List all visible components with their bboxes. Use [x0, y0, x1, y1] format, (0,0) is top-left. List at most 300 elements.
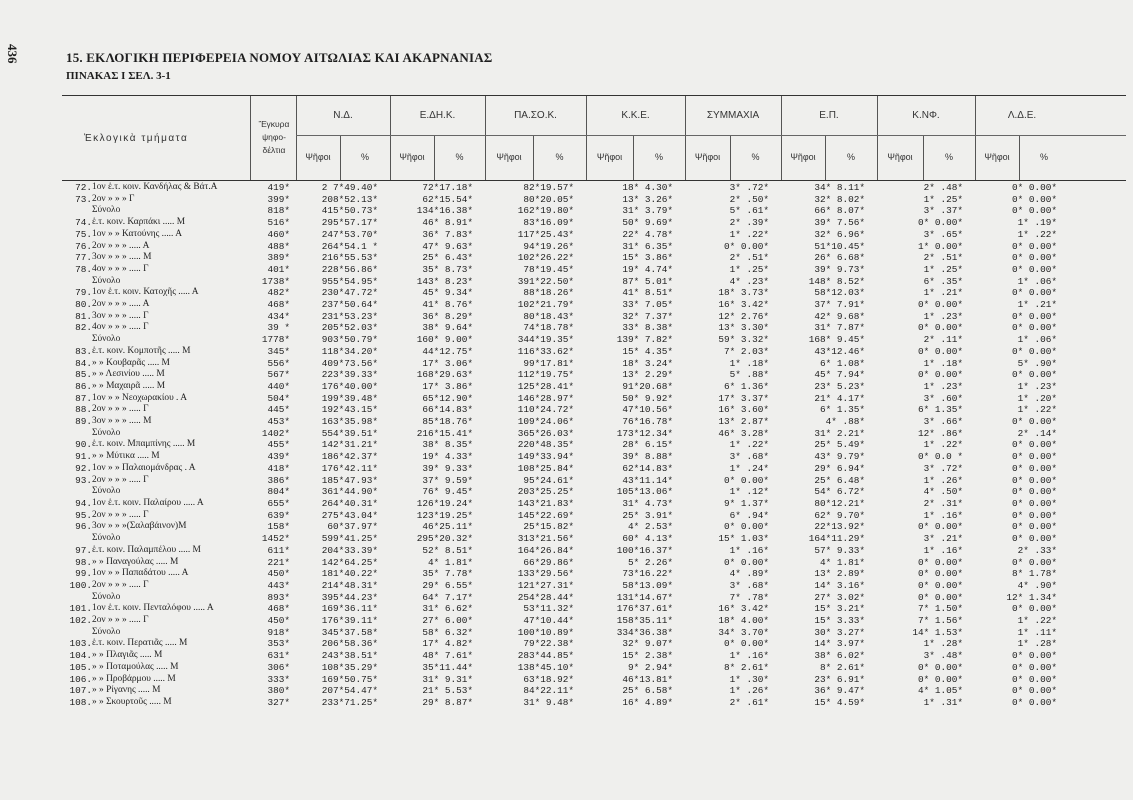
section-name: » » Παναγούλας ..... Μ	[92, 556, 179, 567]
party-result-cell: 2* .50*	[729, 193, 769, 205]
table-row	[62, 322, 1057, 334]
party-result-cell: 36* 9.47*	[814, 685, 865, 697]
table-row	[62, 194, 1057, 206]
table-row	[62, 638, 1057, 650]
party-result-cell: 116*33.62*	[517, 345, 574, 357]
valid-ballots-cell: 333*	[267, 673, 290, 685]
party-result-cell: 1* .30*	[729, 673, 769, 685]
valid-ballots-cell: 488*	[267, 240, 290, 252]
row-number	[62, 334, 92, 346]
party-result-cell: 78*19.45*	[523, 263, 574, 275]
party-result-cell: 1* .16*	[729, 650, 769, 662]
table-row	[62, 580, 1057, 592]
party-result-cell: 31* 4.73*	[622, 497, 673, 509]
party-result-cell: 1* .06*	[1017, 334, 1057, 346]
table-row	[62, 287, 1057, 299]
party-header: Ε.ΔΗ.Κ.	[419, 110, 456, 121]
party-result-cell: 0* 0.00*	[1011, 462, 1057, 474]
party-result-cell: 334*36.38*	[616, 626, 673, 638]
row-number: 98.	[75, 556, 92, 568]
party-result-cell: 79*22.38*	[523, 638, 574, 650]
party-result-cell: 599*41.25*	[321, 533, 378, 545]
party-result-cell: 35* 7.78*	[422, 568, 473, 580]
section-name: Σύνολο	[92, 591, 121, 602]
section-name: » » Ποταμούλας ..... Μ	[92, 661, 179, 672]
party-result-cell: 2* .51*	[729, 252, 769, 264]
row-number: 86.	[75, 380, 92, 392]
table-row	[62, 182, 1057, 194]
party-result-cell: 44*12.75*	[422, 345, 473, 357]
party-result-cell: 0* 0.00*	[1011, 603, 1057, 615]
party-result-cell: 87* 5.01*	[622, 275, 673, 287]
party-result-cell: 74*18.78*	[523, 322, 574, 334]
party-result-cell: 47*10.56*	[622, 404, 673, 416]
row-number	[62, 533, 92, 545]
party-result-cell: 0* 0.00*	[1011, 685, 1057, 697]
party-result-cell: 3* .66*	[923, 416, 963, 428]
row-number	[62, 276, 92, 288]
valid-ballots-cell: 455*	[267, 439, 290, 451]
party-result-cell: 85*18.76*	[422, 416, 473, 428]
valid-ballots-cell: 418*	[267, 462, 290, 474]
party-result-cell: 53*11.32*	[523, 603, 574, 615]
party-result-cell: 33* 8.38*	[622, 322, 673, 334]
party-result-cell: 254*28.44*	[517, 591, 574, 603]
party-result-cell: 3* .60*	[923, 392, 963, 404]
party-result-cell: 31* 3.79*	[622, 205, 673, 217]
party-result-cell: 0* 0.00*	[917, 217, 963, 229]
table-row	[62, 486, 1057, 498]
party-result-cell: 13* 3.26*	[622, 193, 673, 205]
party-result-cell: 168*29.63*	[416, 369, 473, 381]
party-result-cell: 39* 7.56*	[814, 217, 865, 229]
table-row	[62, 428, 1057, 440]
party-result-cell: 4* .89*	[729, 568, 769, 580]
party-result-cell: 3* .65*	[923, 228, 963, 240]
valid-ballots-cell: 482*	[267, 287, 290, 299]
party-result-cell: 32* 7.37*	[622, 310, 673, 322]
party-result-cell: 264*40.31*	[321, 497, 378, 509]
party-result-cell: 163*35.98*	[321, 416, 378, 428]
party-result-cell: 2* .31*	[923, 497, 963, 509]
row-number: 89.	[75, 416, 92, 428]
party-result-cell: 54* 6.72*	[814, 486, 865, 498]
party-result-cell: 5* .88*	[729, 369, 769, 381]
party-result-cell: 84*22.11*	[523, 685, 574, 697]
table-row	[62, 358, 1057, 370]
section-name: 2ον » » » ..... Γ	[92, 404, 149, 415]
section-name: 2ον » » » ..... Α	[92, 240, 150, 251]
section-name: 1ον ἑ.τ. κοιν. Κατοχῆς ..... Α	[92, 287, 199, 298]
section-name: » » Κουβαρᾶς ..... Μ	[92, 357, 170, 368]
party-result-cell: 0* 0.00*	[1011, 310, 1057, 322]
party-result-cell: 73*16.22*	[622, 568, 673, 580]
party-result-cell: 1* .25*	[923, 193, 963, 205]
table-row	[62, 685, 1057, 697]
party-result-cell: 65*12.90*	[422, 392, 473, 404]
valid-ballots-header: Ἔγκυρα ψηφο-δέλτια	[258, 119, 290, 155]
votes-subheader: Ψῆφοι	[984, 152, 1010, 162]
row-number: 90.	[75, 439, 92, 451]
party-result-cell: 283*44.85*	[517, 650, 574, 662]
table-row	[62, 674, 1057, 686]
valid-ballots-cell: 453*	[267, 416, 290, 428]
party-result-cell: 46* 8.91*	[422, 217, 473, 229]
party-result-cell: 100*16.37*	[616, 544, 673, 556]
party-result-cell: 16* 4.89*	[622, 696, 673, 708]
party-result-cell: 0* 0.00*	[1011, 182, 1057, 193]
party-header: ΠΑ.ΣΟ.Κ.	[514, 110, 557, 121]
valid-ballots-cell: 306*	[267, 661, 290, 673]
party-result-cell: 554*39.51*	[321, 427, 378, 439]
party-result-cell: 313*21.56*	[517, 533, 574, 545]
party-result-cell: 29* 8.87*	[422, 696, 473, 708]
percent-subheader: %	[1039, 152, 1048, 162]
party-result-cell: 903*50.79*	[321, 334, 378, 346]
party-result-cell: 38* 8.35*	[422, 439, 473, 451]
party-result-cell: 29* 6.55*	[422, 579, 473, 591]
party-result-cell: 4* .90*	[1017, 579, 1057, 591]
table-row	[62, 381, 1057, 393]
row-number: 96.	[75, 521, 92, 533]
party-result-cell: 1* .23*	[923, 310, 963, 322]
row-number: 75.	[75, 228, 92, 240]
valid-ballots-cell: 386*	[267, 474, 290, 486]
party-result-cell: 149*33.94*	[517, 451, 574, 463]
valid-ballots-cell: 655*	[267, 497, 290, 509]
party-result-cell: 32* 8.02*	[814, 193, 865, 205]
party-result-cell: 38* 9.64*	[422, 322, 473, 334]
party-result-cell: 1* .25*	[729, 263, 769, 275]
table-row	[62, 545, 1057, 557]
party-result-cell: 1* .22*	[729, 228, 769, 240]
party-header: Λ.Δ.Ε.	[1007, 110, 1037, 121]
party-result-cell: 0* 0.00*	[917, 591, 963, 603]
section-name: Σύνολο	[92, 626, 121, 637]
section-name: 1ον » » Κατούνης ..... Α	[92, 228, 182, 239]
party-result-cell: 0* 0.00*	[1011, 497, 1057, 509]
table-row	[62, 334, 1057, 346]
votes-subheader: Ψῆφοι	[596, 152, 623, 162]
header-divider	[877, 96, 878, 180]
table-row	[62, 475, 1057, 487]
party-header: Κ.Κ.Ε.	[621, 110, 650, 121]
party-result-cell: 1* .31*	[923, 696, 963, 708]
row-number	[62, 486, 92, 498]
valid-ballots-cell: 158*	[267, 521, 290, 533]
header-middle-rule	[296, 135, 1126, 136]
section-name: 3ον » » » ..... Μ	[92, 416, 152, 427]
party-result-cell: 108*25.84*	[517, 462, 574, 474]
party-result-cell: 16* 3.42*	[718, 603, 769, 615]
party-result-cell: 409*73.56*	[321, 357, 378, 369]
party-result-cell: 1* .16*	[729, 544, 769, 556]
party-result-cell: 5* .61*	[729, 205, 769, 217]
section-name: 1ον » » Παλαιομάνδρας . Α	[92, 462, 196, 473]
table-row	[62, 568, 1057, 580]
section-name: 1ον ἑ.τ. κοιν. Παλαίρου ..... Α	[92, 497, 204, 508]
party-result-cell: 99*17.81*	[523, 357, 574, 369]
party-result-cell: 58*12.03*	[814, 287, 865, 299]
party-result-cell: 0* 0.00*	[917, 345, 963, 357]
party-result-cell: 34* 8.11*	[814, 182, 865, 193]
party-result-cell: 6* 1.35*	[819, 404, 865, 416]
party-result-cell: 0* 0.00*	[1011, 533, 1057, 545]
party-result-cell: 37* 7.91*	[814, 299, 865, 311]
party-result-cell: 275*43.04*	[321, 509, 378, 521]
table-row	[62, 393, 1057, 405]
party-result-cell: 47* 9.63*	[422, 240, 473, 252]
party-result-cell: 21* 4.17*	[814, 392, 865, 404]
section-name: ἑ.τ. κοιν. Παλαμπέλου ..... Μ	[92, 544, 201, 555]
party-result-cell: 3* .72*	[729, 182, 769, 193]
party-result-cell: 0* 0.00*	[1011, 345, 1057, 357]
party-result-cell: 47*10.44*	[523, 615, 574, 627]
section-name: 2ον » » » ..... Γ	[92, 474, 149, 485]
valid-ballots-cell: 221*	[267, 556, 290, 568]
party-result-cell: 15* 4.59*	[814, 696, 865, 708]
party-result-cell: 16* 3.42*	[718, 299, 769, 311]
party-result-cell: 185*47.93*	[321, 474, 378, 486]
party-result-cell: 0* 0.00*	[723, 521, 769, 533]
party-result-cell: 34* 3.70*	[718, 626, 769, 638]
valid-ballots-cell: 440*	[267, 380, 290, 392]
party-result-cell: 1* .28*	[923, 638, 963, 650]
party-result-cell: 12* 2.76*	[718, 310, 769, 322]
party-result-cell: 62*14.83*	[622, 462, 673, 474]
party-result-cell: 169*50.75*	[321, 673, 378, 685]
party-result-cell: 17* 4.82*	[422, 638, 473, 650]
party-result-cell: 955*54.95*	[321, 275, 378, 287]
party-result-cell: 2* .61*	[729, 696, 769, 708]
party-result-cell: 6* 1.36*	[723, 380, 769, 392]
party-result-cell: 237*50.64*	[321, 299, 378, 311]
party-result-cell: 15* 3.21*	[814, 603, 865, 615]
header-divider	[296, 96, 297, 180]
party-result-cell: 0* 0.00*	[723, 474, 769, 486]
table-row	[62, 592, 1057, 604]
party-result-cell: 13* 3.30*	[718, 322, 769, 334]
votes-subheader: Ψῆφοι	[790, 152, 816, 162]
party-result-cell: 0* 0.00*	[1011, 696, 1057, 708]
party-result-cell: 4* .23*	[729, 275, 769, 287]
party-result-cell: 4* 1.81*	[427, 556, 473, 568]
party-result-cell: 1* .23*	[1017, 380, 1057, 392]
party-result-cell: 0* 0.00*	[1011, 474, 1057, 486]
row-number: 87.	[75, 392, 92, 404]
party-result-cell: 214*48.31*	[321, 579, 378, 591]
party-result-cell: 9* 1.37*	[723, 497, 769, 509]
party-result-cell: 80*20.05*	[523, 193, 574, 205]
party-result-cell: 0* 0.00*	[1011, 252, 1057, 264]
party-result-cell: 223*39.33*	[321, 369, 378, 381]
section-name: 3ον » » » ..... Γ	[92, 310, 149, 321]
party-result-cell: 43*12.46*	[814, 345, 865, 357]
page-number: 436	[5, 44, 20, 64]
party-result-cell: 14* 3.97*	[814, 638, 865, 650]
table-top-rule	[62, 95, 1126, 96]
section-name: ἑ.τ. κοιν. Κομποτῆς ..... Μ	[92, 345, 191, 356]
party-result-cell: 176*37.61*	[616, 603, 673, 615]
party-result-cell: 176*40.00*	[321, 380, 378, 392]
valid-ballots-cell: 468*	[267, 299, 290, 311]
table-row	[62, 451, 1057, 463]
party-result-cell: 76*16.78*	[622, 416, 673, 428]
table-row	[62, 439, 1057, 451]
party-result-cell: 0* 0.00*	[723, 556, 769, 568]
row-number	[62, 592, 92, 604]
party-result-cell: 0* 0.00*	[1011, 439, 1057, 451]
section-name: 1ον ἑ.τ. κοιν. Πενταλόφου ..... Α	[92, 603, 214, 614]
valid-ballots-cell: 327*	[267, 696, 290, 708]
row-number: 105.	[69, 661, 92, 673]
section-name: 1ον » » Νεοχωρακίου . Α	[92, 392, 187, 403]
party-result-cell: 102*21.79*	[517, 299, 574, 311]
party-result-cell: 207*54.47*	[321, 685, 378, 697]
party-result-cell: 7* 2.03*	[723, 345, 769, 357]
party-result-cell: 76* 9.45*	[422, 486, 473, 498]
row-number: 73.	[75, 193, 92, 205]
party-result-cell: 29* 6.94*	[814, 462, 865, 474]
party-result-cell: 23* 6.91*	[814, 673, 865, 685]
party-result-cell: 142*31.21*	[321, 439, 378, 451]
party-result-cell: 1* .18*	[923, 357, 963, 369]
party-header: ΣΥΜΜΑΧΙΑ	[706, 110, 760, 121]
party-result-cell: 4* .50*	[923, 486, 963, 498]
table-row	[62, 615, 1057, 627]
party-result-cell: 0* 0.00*	[1011, 451, 1057, 463]
valid-ballots-cell: 516*	[267, 217, 290, 229]
party-result-cell: 203*25.25*	[517, 486, 574, 498]
party-result-cell: 25* 6.43*	[422, 252, 473, 264]
party-result-cell: 1* .16*	[923, 544, 963, 556]
party-result-cell: 164*11.29*	[808, 533, 865, 545]
party-result-cell: 62*15.54*	[422, 193, 473, 205]
party-result-cell: 344*19.35*	[517, 334, 574, 346]
table-subtitle: ΠΙΝΑΚΑΣ Ι ΣΕΛ. 3-1	[66, 70, 171, 82]
party-result-cell: 25* 5.49*	[814, 439, 865, 451]
table-row	[62, 697, 1057, 709]
party-result-cell: 208*52.13*	[321, 193, 378, 205]
row-number: 91.	[75, 451, 92, 463]
party-result-cell: 33* 7.05*	[622, 299, 673, 311]
party-result-cell: 3* .68*	[729, 451, 769, 463]
percent-subheader: %	[846, 152, 855, 162]
party-result-cell: 3* .21*	[923, 533, 963, 545]
section-name: Σύνολο	[92, 275, 121, 286]
party-result-cell: 176*42.11*	[321, 462, 378, 474]
valid-ballots-cell: 504*	[267, 392, 290, 404]
party-result-cell: 39* 8.88*	[622, 451, 673, 463]
party-result-cell: 1* .19*	[1017, 217, 1057, 229]
party-result-cell: 216*55.53*	[321, 252, 378, 264]
party-result-cell: 0* 0.00*	[1011, 416, 1057, 428]
valid-ballots-cell: 434*	[267, 310, 290, 322]
party-result-cell: 345*37.58*	[321, 626, 378, 638]
party-result-cell: 80*12.21*	[814, 497, 865, 509]
table-row	[62, 369, 1057, 381]
row-number: 94.	[75, 497, 92, 509]
party-result-cell: 28* 6.15*	[622, 439, 673, 451]
party-result-cell: 192*43.15*	[321, 404, 378, 416]
party-result-cell: 95*24.61*	[523, 474, 574, 486]
party-result-cell: 18* 3.73*	[718, 287, 769, 299]
votes-subheader: Ψῆφοι	[496, 152, 522, 162]
party-result-cell: 0* 0.00*	[1011, 661, 1057, 673]
percent-subheader: %	[455, 152, 464, 162]
party-result-cell: 0* 0.00*	[1011, 205, 1057, 217]
row-number: 106.	[69, 673, 92, 685]
party-result-cell: 1* .22*	[1017, 228, 1057, 240]
row-number: 81.	[75, 310, 92, 322]
valid-ballots-cell: 1778*	[261, 334, 290, 346]
party-result-cell: 131*14.67*	[616, 591, 673, 603]
row-number: 76.	[75, 240, 92, 252]
table-row	[62, 217, 1057, 229]
party-result-cell: 117*25.43*	[517, 228, 574, 240]
party-result-cell: 0* 0.00*	[917, 299, 963, 311]
party-result-cell: 57* 9.33*	[814, 544, 865, 556]
party-result-cell: 1* .22*	[729, 439, 769, 451]
table-row	[62, 276, 1057, 288]
party-result-cell: 0* 0.00*	[1011, 240, 1057, 252]
party-result-cell: 176*39.11*	[321, 615, 378, 627]
valid-ballots-cell: 380*	[267, 685, 290, 697]
party-result-cell: 247*53.70*	[321, 228, 378, 240]
valid-ballots-cell: 419*	[267, 182, 290, 193]
valid-ballots-cell: 353*	[267, 638, 290, 650]
party-result-cell: 186*42.37*	[321, 451, 378, 463]
row-number	[62, 428, 92, 440]
row-number: 92.	[75, 462, 92, 474]
party-result-cell: 3* .48*	[923, 650, 963, 662]
party-result-cell: 0* 0.00*	[917, 521, 963, 533]
section-name: ἑ.τ. κοιν. Καρπάκι ..... Μ	[92, 217, 186, 228]
party-result-cell: 46* 3.28*	[718, 427, 769, 439]
party-result-cell: 25* 6.58*	[622, 685, 673, 697]
percent-subheader: %	[555, 152, 564, 162]
party-result-cell: 16* 3.60*	[718, 404, 769, 416]
party-result-cell: 230*47.72*	[321, 287, 378, 299]
section-name: ἑ.τ. κοιν. Περατιᾶς ..... Μ	[92, 638, 188, 649]
party-result-cell: 199*39.48*	[321, 392, 378, 404]
party-result-cell: 1* .26*	[729, 685, 769, 697]
party-result-cell: 59* 3.32*	[718, 334, 769, 346]
valid-ballots-cell: 804*	[267, 486, 290, 498]
party-result-cell: 43*11.14*	[622, 474, 673, 486]
party-result-cell: 62* 9.70*	[814, 509, 865, 521]
table-row	[62, 404, 1057, 416]
party-result-cell: 72*17.18*	[422, 182, 473, 193]
section-name: » » Προβάρμου ..... Μ	[92, 673, 176, 684]
party-result-cell: 12* .86*	[917, 427, 963, 439]
section-name: » » Σκουρτοῦς ..... Μ	[92, 696, 172, 707]
party-result-cell: 2 7*49.40*	[321, 182, 378, 193]
party-result-cell: 50* 9.69*	[622, 217, 673, 229]
party-result-cell: 181*40.22*	[321, 568, 378, 580]
section-name: » » Ρίγανης ..... Μ	[92, 685, 161, 696]
valid-ballots-cell: 399*	[267, 193, 290, 205]
party-result-cell: 6* .35*	[923, 275, 963, 287]
party-result-cell: 0* 0.00*	[917, 579, 963, 591]
party-result-cell: 121*27.31*	[517, 579, 574, 591]
party-result-cell: 27* 6.00*	[422, 615, 473, 627]
party-result-cell: 17* 3.86*	[422, 380, 473, 392]
section-name: » » Μαχαιρᾶ ..... Μ	[92, 380, 166, 391]
party-result-cell: 39* 9.73*	[814, 263, 865, 275]
party-result-cell: 1* .22*	[923, 439, 963, 451]
party-result-cell: 0* 0.00*	[1011, 673, 1057, 685]
